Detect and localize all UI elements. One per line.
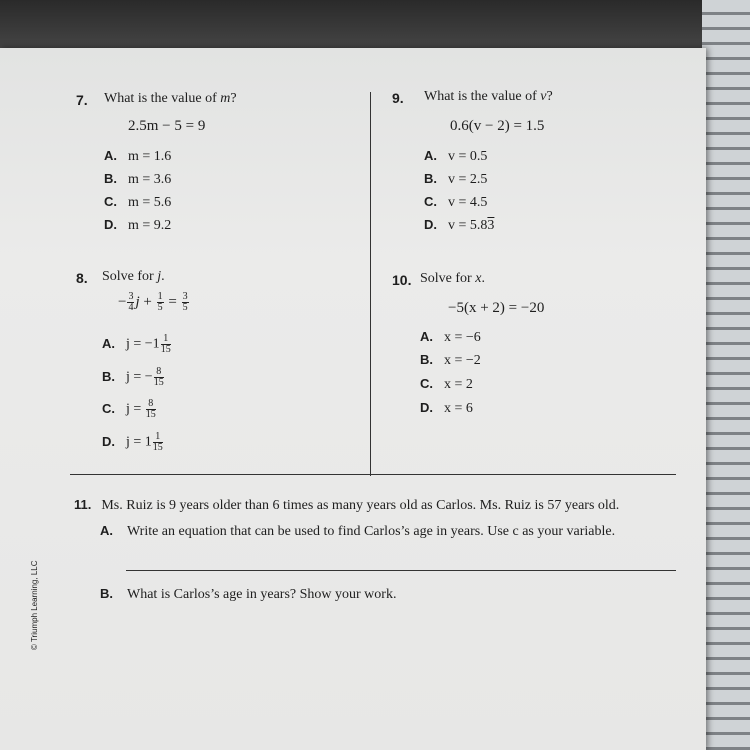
q11-part-a-letter: A. <box>100 523 113 538</box>
q8-option-d[interactable] <box>102 432 164 453</box>
q7-option-c[interactable] <box>104 194 171 211</box>
q10-option-a-letter: A. <box>420 329 433 344</box>
q10-prompt-var: x <box>475 271 482 286</box>
q8-option-c-letter: C. <box>102 400 115 416</box>
q11-number: 11. <box>74 497 92 512</box>
q8-option-a-num: 1 <box>161 334 171 345</box>
q10-option-b[interactable] <box>420 352 481 369</box>
q8-option-d-prefix: j = 1 <box>126 434 152 450</box>
q8-prompt <box>102 269 165 285</box>
q8-option-c-frac <box>146 399 156 420</box>
q9-option-c-letter: C. <box>424 194 437 209</box>
q8-number: 8. <box>76 270 88 286</box>
q11-part-b <box>100 586 396 603</box>
section-divider <box>70 474 676 475</box>
q8-option-d-frac <box>153 432 163 453</box>
q8-option-b-num: 8 <box>154 367 164 378</box>
q10-option-d-text: x = 6 <box>444 401 473 416</box>
q8-option-a-den: 15 <box>160 344 171 355</box>
q10-option-b-text: x = −2 <box>444 353 481 368</box>
q11-part-b-letter: B. <box>100 586 113 601</box>
q11-prompt-text: Ms. Ruiz is 9 years older than 6 times as many years old as Carlos. Ms. Ruiz is 57 years old. <box>101 498 620 513</box>
q7-option-c-letter: C. <box>104 194 117 209</box>
q10-prompt <box>420 271 485 287</box>
q7-option-b-text: m = 3.6 <box>128 172 172 187</box>
q9-prompt-var: v <box>540 89 547 104</box>
q9-option-b[interactable] <box>424 171 487 188</box>
q10-option-c-text: x = 2 <box>444 377 473 392</box>
q11-part-b-text: What is Carlos’s age in years? Show your work. <box>127 587 397 602</box>
q8-option-a-frac <box>161 334 171 355</box>
q8-prompt-var: j <box>157 269 162 284</box>
q8-option-c-den: 15 <box>145 409 156 420</box>
q10-option-b-letter: B. <box>420 352 433 367</box>
q8-option-c-num: 8 <box>146 399 156 410</box>
q10-equation: −5(x + 2) = −20 <box>448 300 545 316</box>
q9-option-a-text: v = 0.5 <box>448 149 488 164</box>
q9-option-a-letter: A. <box>424 148 437 163</box>
q8-equation: − $\frac{3}{4}$ j + $\frac{1}{5}$ = $\frac{3}{5}$ <box>118 291 188 313</box>
q8-option-a-prefix: j = −1 <box>126 336 160 352</box>
q7-option-a-text: m = 1.6 <box>128 149 172 164</box>
q7-prompt-text: What is the value of <box>104 91 221 106</box>
q10-prompt-text: Solve for <box>420 271 476 286</box>
q8-option-d-den: 15 <box>152 442 163 453</box>
q9-option-b-letter: B. <box>424 171 437 186</box>
q8-option-d-letter: D. <box>102 433 115 449</box>
q8-eq-frac-1-den: 4 <box>128 302 134 313</box>
q7-option-a-letter: A. <box>104 148 117 163</box>
q10-option-a[interactable] <box>420 329 481 346</box>
q8-eq-frac-2-num: 1 <box>157 291 163 302</box>
background-page-edges <box>702 0 750 750</box>
q9-equation: 0.6(v − 2) = 1.5 <box>450 118 545 134</box>
q9-option-c[interactable] <box>424 194 487 211</box>
q10-prompt-end: . <box>481 271 485 286</box>
q7-option-d-letter: D. <box>104 217 117 232</box>
q8-eq-frac-3 <box>182 292 189 313</box>
q9-option-d[interactable] <box>424 217 494 234</box>
q8-option-b[interactable] <box>102 367 165 388</box>
q7-option-b-letter: B. <box>104 171 117 186</box>
q9-option-a[interactable] <box>424 148 487 165</box>
column-divider <box>370 92 371 476</box>
q8-option-d-num: 1 <box>153 432 163 443</box>
q8-eq-frac-2 <box>157 292 164 313</box>
q9-number: 9. <box>392 90 404 106</box>
q8-option-a-letter: A. <box>102 335 115 351</box>
q9-option-c-text: v = 4.5 <box>448 195 488 210</box>
q9-option-b-text: v = 2.5 <box>448 172 488 187</box>
q7-prompt-var: m <box>220 91 231 106</box>
q11-answer-line[interactable] <box>126 570 676 571</box>
q11-part-a-text: Write an equation that can be used to find Carlos’s age in years. Use c as your variable. <box>127 524 616 539</box>
q7-option-c-text: m = 5.6 <box>128 195 172 210</box>
q7-equation: 2.5m − 5 = 9 <box>128 118 206 134</box>
q9-option-d-letter: D. <box>424 217 437 232</box>
q10-option-a-text: x = −6 <box>444 330 481 345</box>
q7-option-d-text: m = 9.2 <box>128 218 172 233</box>
q8-eq-frac-3-num: 3 <box>182 291 188 302</box>
q9-option-d-text: v = 5.8 <box>448 218 488 233</box>
q10-option-c[interactable] <box>420 376 473 393</box>
q8-eq-frac-3-den: 5 <box>182 302 188 313</box>
q11-prompt <box>74 497 619 514</box>
q10-option-d[interactable] <box>420 400 473 417</box>
q7-prompt <box>104 91 237 107</box>
q8-eq-frac-2-den: 5 <box>157 302 163 313</box>
q9-option-d-repeating-digit: 3 <box>487 218 495 233</box>
copyright-notice: © Triumph Learning, LLC <box>30 560 39 650</box>
q8-option-a[interactable] <box>102 334 172 355</box>
q8-option-b-letter: B. <box>102 368 115 384</box>
q8-option-c-prefix: j = <box>126 401 145 417</box>
q7-option-b[interactable] <box>104 171 171 188</box>
q8-option-b-den: 15 <box>153 377 164 388</box>
q8-eq-frac-1 <box>127 292 134 313</box>
q8-option-b-frac <box>154 367 164 388</box>
q8-prompt-end: . <box>161 269 165 284</box>
q7-option-a[interactable] <box>104 148 171 165</box>
q8-option-c[interactable] <box>102 399 157 420</box>
q10-option-d-letter: D. <box>420 400 433 415</box>
q11-part-a <box>100 523 615 540</box>
q7-prompt-end: ? <box>230 91 237 106</box>
q8-option-b-prefix: j = − <box>126 369 153 385</box>
q7-option-d[interactable] <box>104 217 171 234</box>
q11-work-area[interactable] <box>100 610 680 740</box>
q9-prompt <box>424 89 553 105</box>
q9-prompt-text: What is the value of <box>424 89 541 104</box>
q10-option-c-letter: C. <box>420 376 433 391</box>
q10-number: 10. <box>392 272 412 288</box>
q8-eq-frac-1-num: 3 <box>128 291 134 302</box>
q9-prompt-end: ? <box>546 89 553 104</box>
q8-prompt-text: Solve for <box>102 269 158 284</box>
q7-number: 7. <box>76 92 88 108</box>
